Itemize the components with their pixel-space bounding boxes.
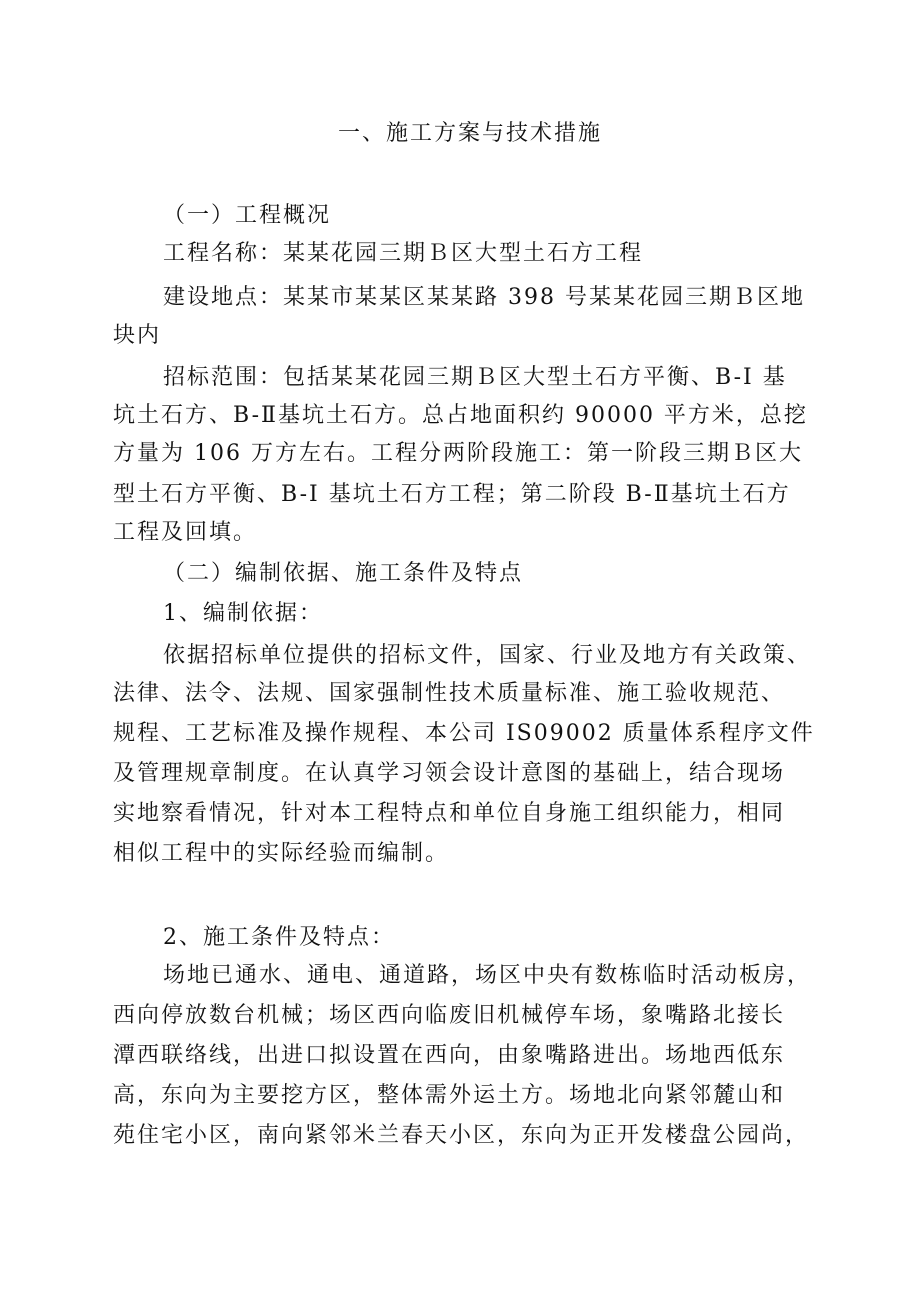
project-name-line: 工程名称：某某花园三期Ｂ区大型土石方工程 xyxy=(163,241,644,266)
basis-line: 依据招标单位提供的招标文件，国家、行业及地方有关政策、 xyxy=(163,643,812,668)
basis-line: 法律、法令、法规、国家强制性技术质量标准、施工验收规范、 xyxy=(113,681,786,706)
subsection-heading-conditions: 2、施工条件及特点： xyxy=(163,925,395,950)
basis-line: 实地察看情况，针对本工程特点和单位自身施工组织能力，相同 xyxy=(113,801,786,826)
conditions-line: 西向停放数台机械；场区西向临废旧机械停车场，象嘴路北接长 xyxy=(113,1003,786,1028)
conditions-line: 高，东向为主要挖方区，整体需外运土方。场地北向紧邻麓山和 xyxy=(113,1083,786,1108)
basis-line: 规程、工艺标准及操作规程、本公司 IS09002 质量体系程序文件 xyxy=(113,721,815,746)
location-line: 块内 xyxy=(113,323,162,348)
conditions-line: 潭西联络线，出进口拟设置在西向，由象嘴路进出。场地西低东 xyxy=(113,1043,786,1068)
conditions-line: 场地已通水、通电、通道路，场区中央有数栋临时活动板房， xyxy=(163,963,812,988)
basis-line: 及管理规章制度。在认真学习领会设计意图的基础上，结合现场 xyxy=(113,761,786,786)
scope-line: 工程及回填。 xyxy=(113,520,258,545)
section-heading-overview: （一）工程概况 xyxy=(163,203,332,228)
location-line: 建设地点：某某市某某区某某路 398 号某某花园三期Ｂ区地 xyxy=(163,285,805,310)
conditions-line: 苑住宅小区，南向紧邻米兰春天小区，东向为正开发楼盘公园尚， xyxy=(113,1123,810,1148)
document-title: 一、施工方案与技术措施 xyxy=(337,121,602,146)
scope-line: 招标范围：包括某某花园三期Ｂ区大型土石方平衡、B-I 基 xyxy=(163,365,787,390)
subsection-heading-basis: 1、编制依据： xyxy=(163,601,323,626)
basis-line: 相似工程中的实际经验而编制。 xyxy=(113,841,450,866)
scope-line: 坑土石方、B-Ⅱ基坑土石方。总占地面积约 90000 平方米，总挖 xyxy=(113,403,808,428)
scope-line: 型土石方平衡、B-I 基坑土石方工程；第二阶段 B-Ⅱ基坑土石方 xyxy=(113,482,791,507)
scope-line: 方量为 106 万方左右。工程分两阶段施工：第一阶段三期Ｂ区大 xyxy=(113,441,803,466)
section-heading-basis: （二）编制依据、施工条件及特点 xyxy=(163,561,524,586)
